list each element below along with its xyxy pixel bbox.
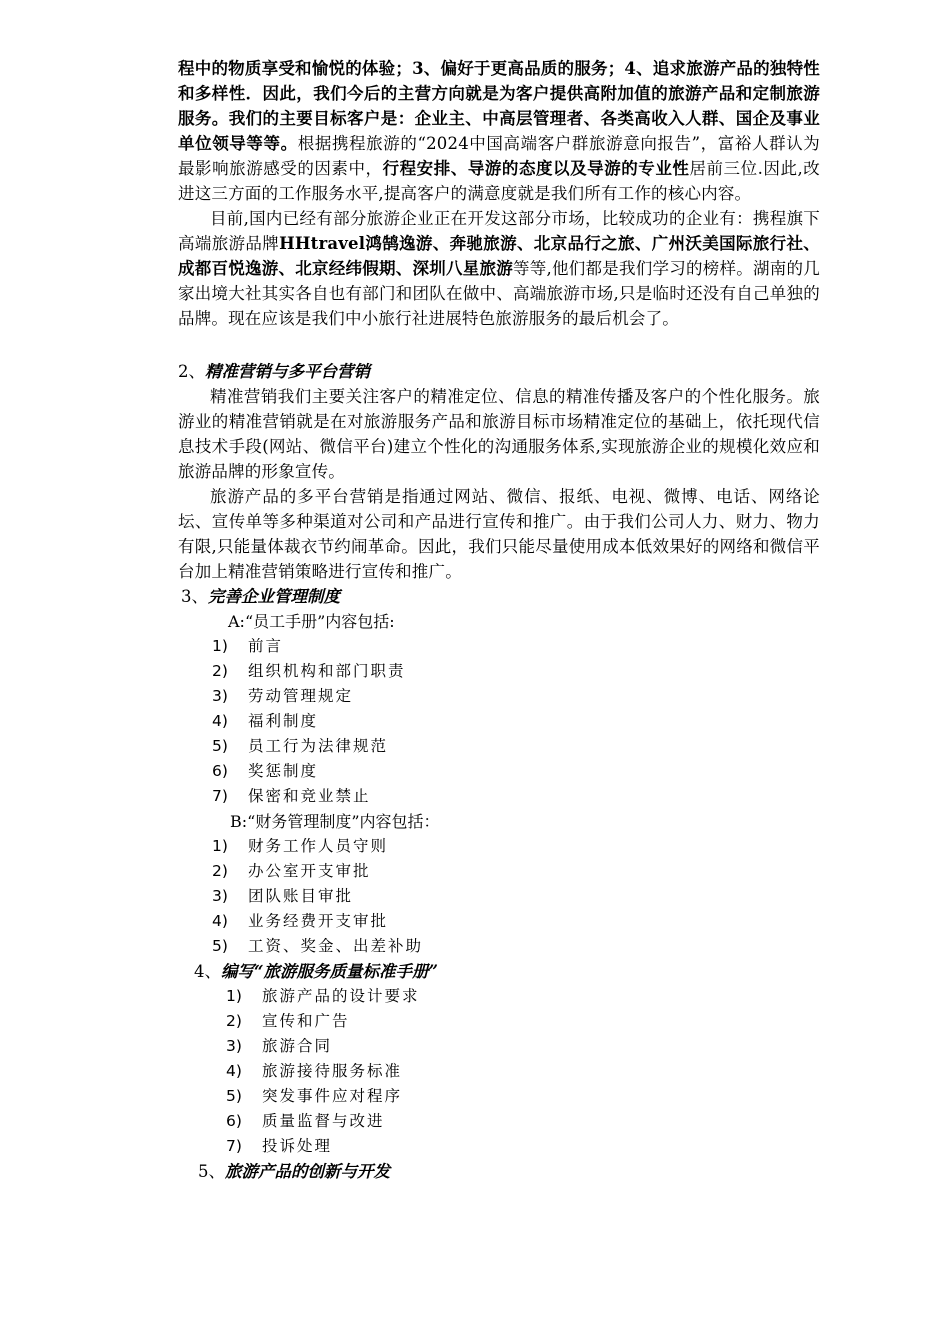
section-heading-5	[178, 1159, 820, 1184]
section-number: 4、	[194, 962, 221, 981]
subheading-b: B:“财务管理制度”内容包括：	[230, 812, 440, 831]
spacer	[178, 331, 820, 359]
list-item: 3) 旅游合同	[226, 1037, 333, 1055]
section-title: 完善企业管理制度	[208, 587, 340, 606]
list-item: 7) 保密和竞业禁止	[212, 787, 371, 805]
section-heading-4	[178, 959, 820, 984]
list-item: 1) 财务工作人员守则	[212, 837, 389, 855]
paragraph-multi-platform: 旅游产品的多平台营销是指通过网站、微信、报纸、电视、微博、电话、网络论坛、宣传单等多种渠道对公司和产品进行宣传和推广。由于我们公司人力、财力、物力有限,只能量体裁衣节约闹革命。因此，我们只能尽量使用成本低效果好的网络和微信平台加上精准营销策略进行宣传和推广。	[178, 487, 820, 581]
paragraph-target-customers	[178, 56, 820, 206]
list-item: 6) 奖惩制度	[212, 762, 319, 780]
section-number: 2、	[178, 362, 205, 381]
document-page	[178, 56, 820, 1184]
subheading-a: A:“员工手册”内容包括:	[228, 612, 395, 631]
list-financial-rules	[178, 834, 820, 959]
section-number: 5、	[198, 1162, 225, 1181]
list-item: 4) 福利制度	[212, 712, 319, 730]
section-title: 精准营销与多平台营销	[205, 362, 370, 381]
normal-text: 目前,国内已经有部分旅游企业正在开发这部分市场，比较成功的企业有：携程旗下高端旅游品牌	[178, 209, 820, 253]
normal-text: 等等,他们都是我们学习的榜样。湖南的几家出境大社其实各自也有部门和团队在做中、高端旅游市场,只是临时还没有自己单独的品牌。现在应该是我们中小旅行社进展特色旅游服务的最后机会了。	[178, 259, 821, 328]
list-item: 4) 业务经费开支审批	[212, 912, 389, 930]
list-quality-manual	[178, 984, 820, 1159]
paragraph-competitors	[178, 206, 820, 331]
bold-text: 程中的物质享受和愉悦的体验；3、偏好于更高品质的服务；4、追求旅游产品的独特性和多样性．因此，我们今后的主营方向就是为客户提供高附加值的旅游产品和定制旅游服务。我们的主要目标客户是：企业主、中高层管理者、各类高收入人群、国企及事业单位领导等等。	[178, 59, 820, 153]
section-heading-3	[178, 584, 820, 609]
list-employee-handbook	[178, 634, 820, 809]
section-title: 编写“旅游服务质量标准手册”	[221, 962, 438, 981]
list-item: 1) 前言	[212, 637, 284, 655]
bold-text: HHtravel鸿鹄逸游、奔驰旅游、北京品行之旅、广州沃美国际旅行社、成都百悦逸游、北京经纬假期、深圳八星旅游	[178, 234, 821, 278]
list-item: 5) 员工行为法律规范	[212, 737, 389, 755]
list-item: 2) 宣传和广告	[226, 1012, 350, 1030]
list-item: 5) 工资、奖金、出差补助	[212, 937, 424, 955]
list-item: 2) 办公室开支审批	[212, 862, 371, 880]
section-number: 3、	[181, 587, 208, 606]
list-item: 3) 团队账目审批	[212, 887, 354, 905]
normal-text: 根据携程旅游的“2024中国高端客户群旅游意向报告”，富裕人群认为最影响旅游感受的因素中，	[178, 134, 820, 178]
list-item: 5) 突发事件应对程序	[226, 1087, 403, 1105]
list-item: 1) 旅游产品的设计要求	[226, 987, 420, 1005]
list-item: 4) 旅游接待服务标准	[226, 1062, 403, 1080]
list-item: 6) 质量监督与改进	[226, 1112, 385, 1130]
section-heading-2	[178, 359, 820, 384]
normal-text: 居前三位.因此,改进这三方面的工作服务水平,提高客户的满意度就是我们所有工作的核心内容。	[178, 159, 821, 203]
list-item: 3) 劳动管理规定	[212, 687, 354, 705]
section-title: 旅游产品的创新与开发	[225, 1162, 390, 1181]
list-item: 2) 组织机构和部门职责	[212, 662, 406, 680]
paragraph-precise-marketing: 精准营销我们主要关注客户的精准定位、信息的精准传播及客户的个性化服务。旅游业的精准营销就是在对旅游服务产品和旅游目标市场精准定位的基础上，依托现代信息技术手段(网站、微信平台)建立个性化的沟通服务体系,实现旅游企业的规模化效应和旅游品牌的形象宣传。	[178, 387, 820, 481]
list-item: 7) 投诉处理	[226, 1137, 333, 1155]
bold-text: 行程安排、导游的态度以及导游的专业性	[382, 159, 690, 178]
